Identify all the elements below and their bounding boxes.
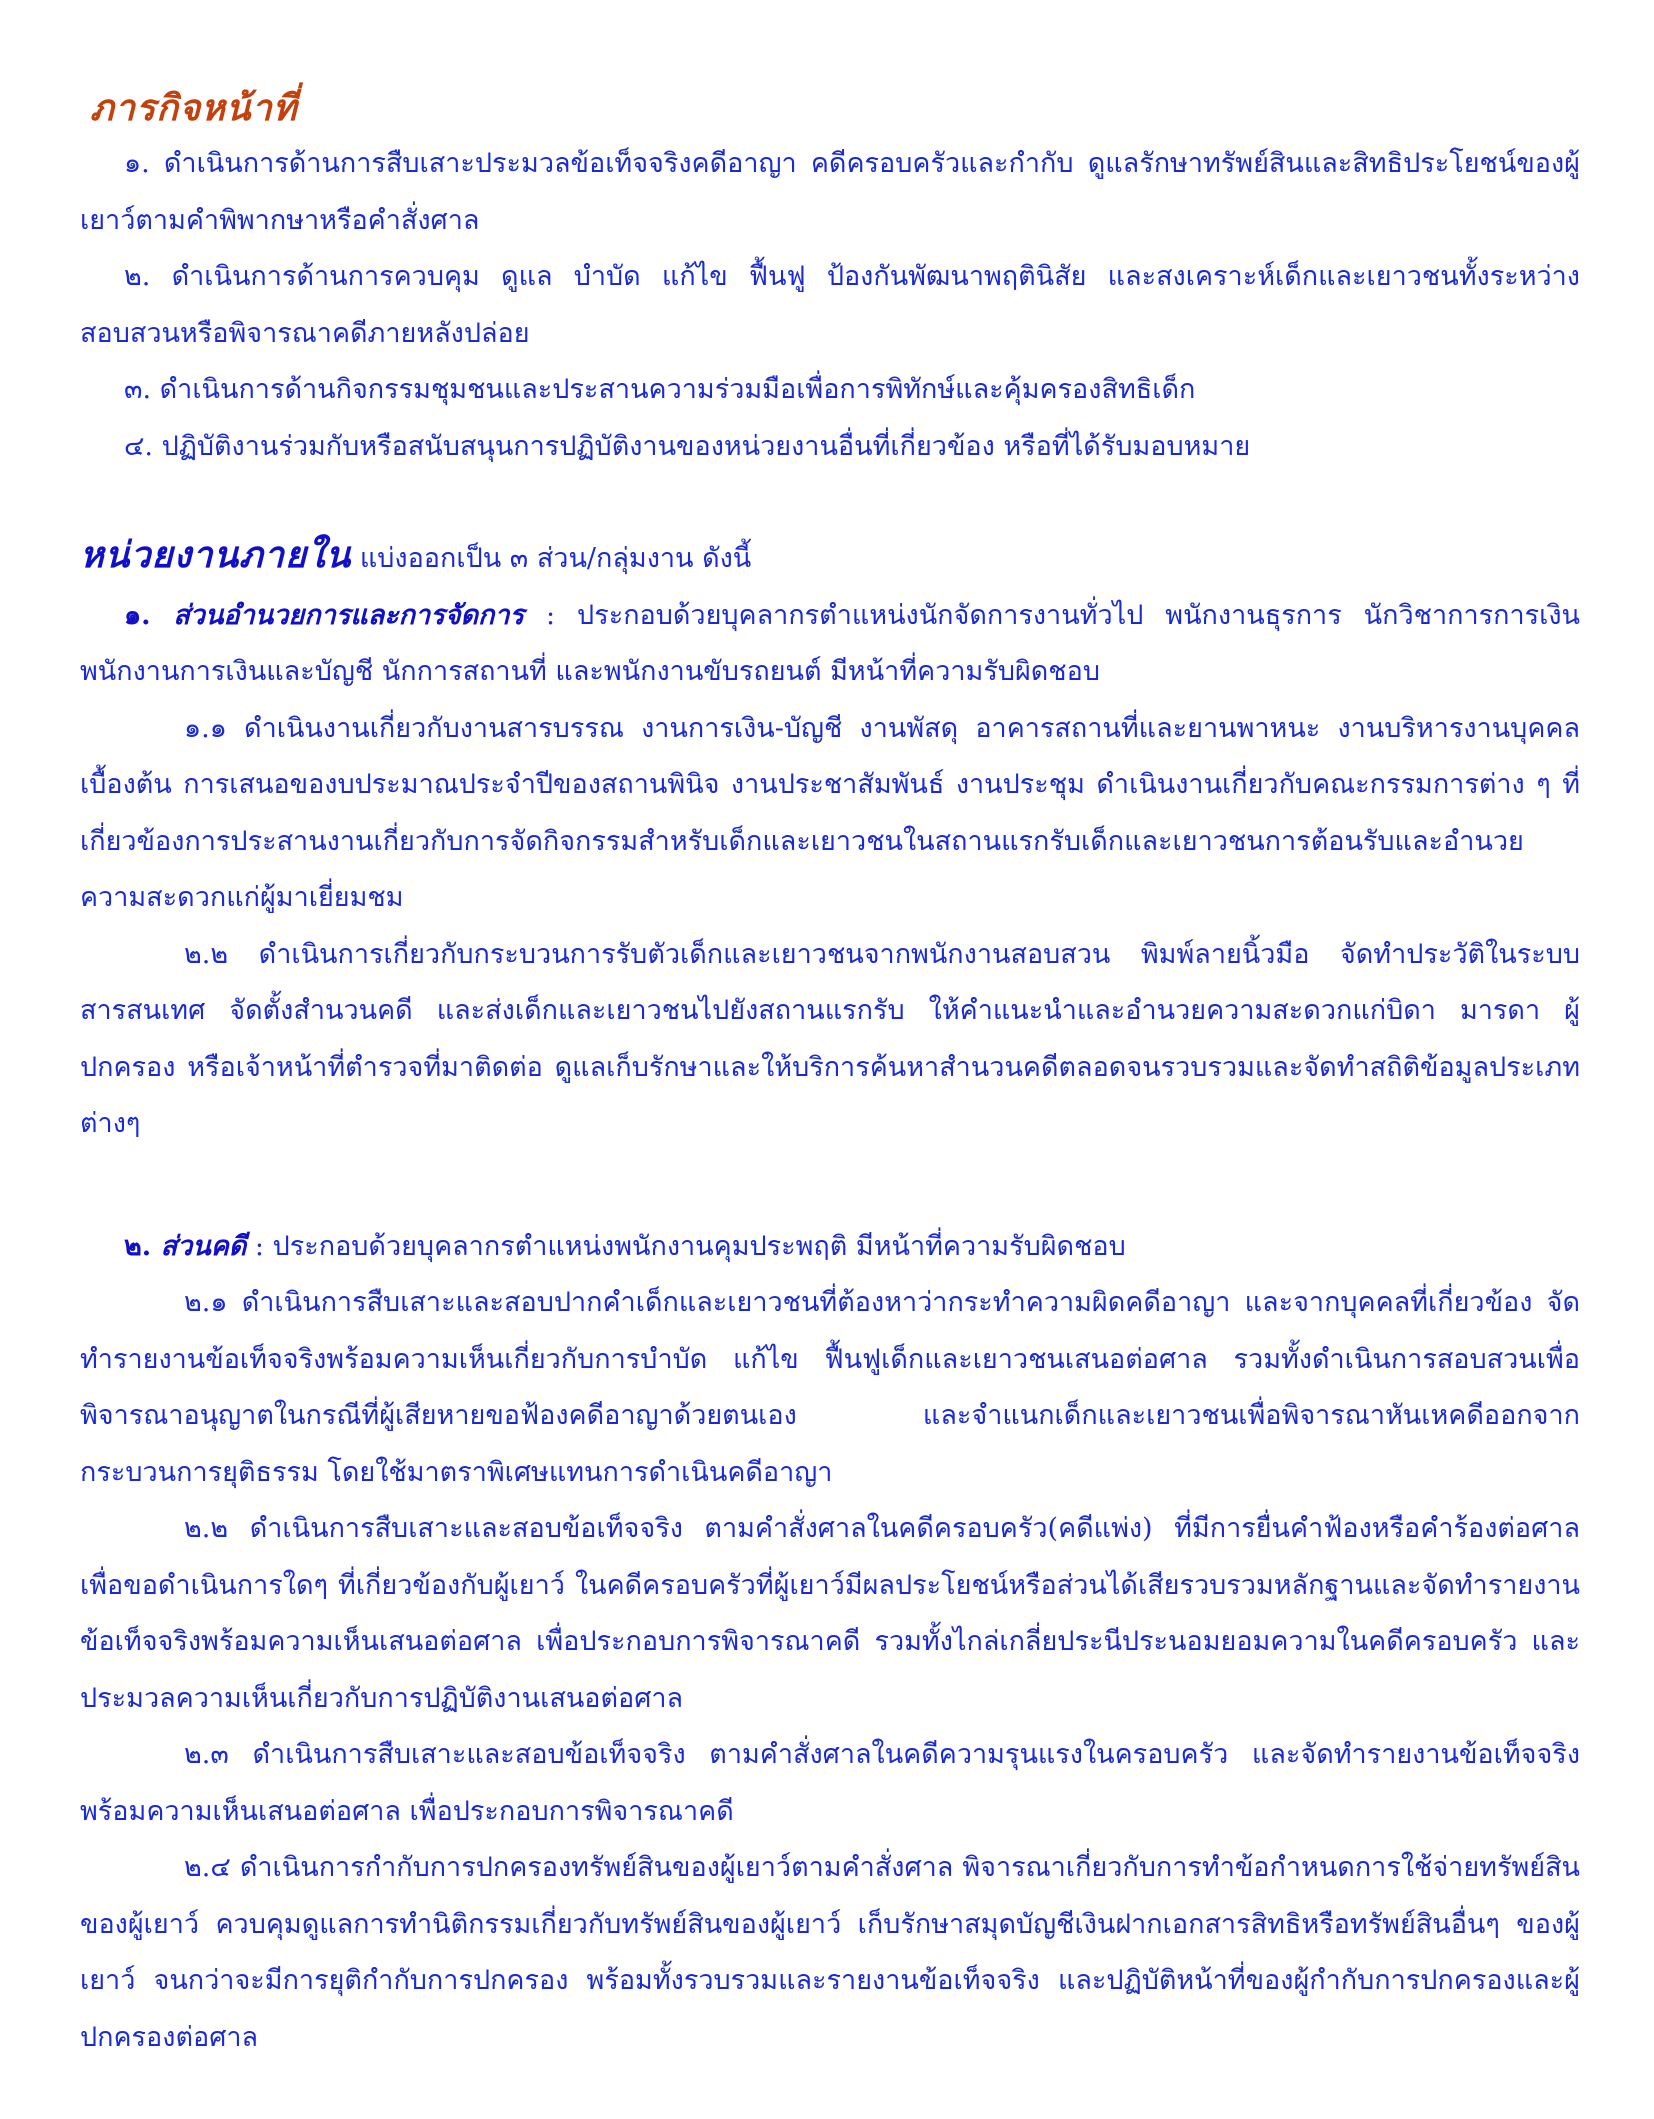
section2-number: ๒.	[124, 1230, 161, 1262]
units-subtitle: แบ่งออกเป็น ๓ ส่วน/กลุ่มงาน ดังนี้	[351, 543, 752, 574]
mission-item-1: ๑. ดำเนินการด้านการสืบเสาะประมวลข้อเท็จจริงคดีอาญา คดีครอบครัวและกำกับ ดูแลรักษาทรัพย์สินและสิทธิประโยชน์ของผู้เยาว์ตามคำพิพากษาหรือคำสั่งศาล	[80, 148, 1580, 236]
units-heading-line	[80, 527, 1580, 588]
section2-desc: : ประกอบด้วยบุคลากรตำแหน่งพนักงานคุมประพฤติ มีหน้าที่ความรับผิดชอบ	[246, 1230, 1126, 1262]
section2-item-1: ๒.๑ ดำเนินการสืบเสาะและสอบปากคำเด็กและเยาวชนที่ต้องหาว่ากระทำความผิดคดีอาญา และจากบุคคลที่เกี่ยวข้อง จัดทำรายงานข้อเท็จจริงพร้อมความเห็นเกี่ยวกับการบำบัด แก้ไข ฟื้นฟูเด็กและเยาวชนเสนอต่อศาล รวมทั้งดำเนินการสอบสวนเพื่อพิจารณาอนุญาตในกรณีที่ผู้เสียหายขอฟ้องคดีอาญาด้วยตนเอง และจำแนกเด็กและเยาวชนเพื่อพิจารณาหันเหคดีออกจากกระบวนการยุติธรรม โดยใช้มาตราพิเศษแทนการดำเนินคดีอาญา	[80, 1287, 1580, 1488]
document-page	[80, 80, 1580, 2066]
section2-item-4: ๒.๔ ดำเนินการกำกับการปกครองทรัพย์สินของผู้เยาว์ตามคำสั่งศาล พิจารณาเกี่ยวกับการทำข้อกำหนดการใช้จ่ายทรัพย์สินของผู้เยาว์ ควบคุมดูแลการทำนิติกรรมเกี่ยวกับทรัพย์สินของผู้เยาว์ เก็บรักษาสมุดบัญชีเงินฝากเอกสารสิทธิหรือทรัพย์สินอื่นๆ ของผู้เยาว์ จนกว่าจะมีการยุติกำกับการปกครอง พร้อมทั้งรวบรวมและรายงานข้อเท็จจริง และปฏิบัติหน้าที่ของผู้กำกับการปกครองและผู้ปกครองต่อศาล	[80, 1852, 1580, 2053]
units-heading: หน่วยงานภายใน	[80, 534, 352, 576]
section2-intro	[80, 1219, 1580, 1276]
section1-title: ส่วนอำนวยการและการจัดการ	[173, 599, 525, 631]
section2-item-2: ๒.๒ ดำเนินการสืบเสาะและสอบข้อเท็จจริง ตามคำสั่งศาลในคดีครอบครัว(คดีแพ่ง) ที่มีการยื่นคำฟ้องหรือคำร้องต่อศาล เพื่อขอดำเนินการใดๆ ที่เกี่ยวข้องกับผู้เยาว์ ในคดีครอบครัวที่ผู้เยาว์มีผลประโยชน์หรือส่วนได้เสียรวบรวมหลักฐานและจัดทำรายงานข้อเท็จจริงพร้อมความเห็นเสนอต่อศาล เพื่อประกอบการพิจารณาคดี รวมทั้งไกล่เกลี่ยประนีประนอมยอมความในคดีครอบครัว และประมวลความเห็นเกี่ยวกับการปฏิบัติงานเสนอต่อศาล	[80, 1513, 1580, 1714]
section1-number: ๑.	[124, 599, 174, 631]
section1-desc: : ประกอบด้วยบุคลากรตำแหน่งนักจัดการงานทั่วไป พนักงานธุรการ นักวิชาการการเงิน พนักงานการเงินและบัญชี นักการสถานที่ และพนักงานขับรถยนต์ มีหน้าที่ความรับผิดชอบ	[80, 599, 1580, 687]
section2-item-3: ๒.๓ ดำเนินการสืบเสาะและสอบข้อเท็จจริง ตามคำสั่งศาลในคดีความรุนแรงในครอบครัว และจัดทำรายงานข้อเท็จจริงพร้อมความเห็นเสนอต่อศาล เพื่อประกอบการพิจารณาคดี	[80, 1739, 1580, 1827]
section2-title: ส่วนคดี	[160, 1230, 247, 1262]
section1-item-2: ๒.๒ ดำเนินการเกี่ยวกับกระบวนการรับตัวเด็กและเยาวชนจากพนักงานสอบสวน พิมพ์ลายนิ้วมือ จัดทำประวัติในระบบสารสนเทศ จัดตั้งสำนวนคดี และส่งเด็กและเยาวชนไปยังสถานแรกรับ ให้คำแนะนำและอำนวยความสะดวกแก่บิดา มารดา ผู้ปกครอง หรือเจ้าหน้าที่ตำรวจที่มาติดต่อ ดูแลเก็บรักษาและให้บริการค้นหาสำนวนคดีตลอดจนรวบรวมและจัดทำสถิติข้อมูลประเภทต่างๆ	[80, 938, 1580, 1139]
spacer	[80, 475, 1580, 527]
mission-item-2: ๒. ดำเนินการด้านการควบคุม ดูแล บำบัด แก้ไข ฟื้นฟู ป้องกันพัฒนาพฤตินิสัย และสงเคราะห์เด็กและเยาวชนทั้งระหว่างสอบสวนหรือพิจารณาคดีภายหลังปล่อย	[80, 261, 1580, 349]
mission-heading: ภารกิจหน้าที่	[90, 87, 298, 129]
section1-intro	[80, 588, 1580, 701]
spacer	[80, 1153, 1580, 1219]
mission-item-3: ๓. ดำเนินการด้านกิจกรรมชุมชนและประสานความร่วมมือเพื่อการพิทักษ์และคุ้มครองสิทธิเด็ก	[124, 374, 1196, 405]
section1-item-1: ๑.๑ ดำเนินงานเกี่ยวกับงานสารบรรณ งานการเงิน-บัญชี งานพัสดุ อาคารสถานที่และยานพาหนะ งานบริหารงานบุคคลเบื้องต้น การเสนอของบประมาณประจำปีของสถานพินิจ งานประชาสัมพันธ์ งานประชุม ดำเนินงานเกี่ยวกับคณะกรรมการต่าง ๆ ที่เกี่ยวข้องการประสานงานเกี่ยวกับการจัดกิจกรรมสำหรับเด็กและเยาวชนในสถานแรกรับเด็กและเยาวชนการต้อนรับและอำนวยความสะดวกแก่ผู้มาเยี่ยมชม	[80, 712, 1580, 913]
mission-item-4: ๔. ปฏิบัติงานร่วมกับหรือสนับสนุนการปฏิบัติงานของหน่วยงานอื่นที่เกี่ยวข้อง หรือที่ได้รับมอบหมาย	[124, 430, 1251, 462]
